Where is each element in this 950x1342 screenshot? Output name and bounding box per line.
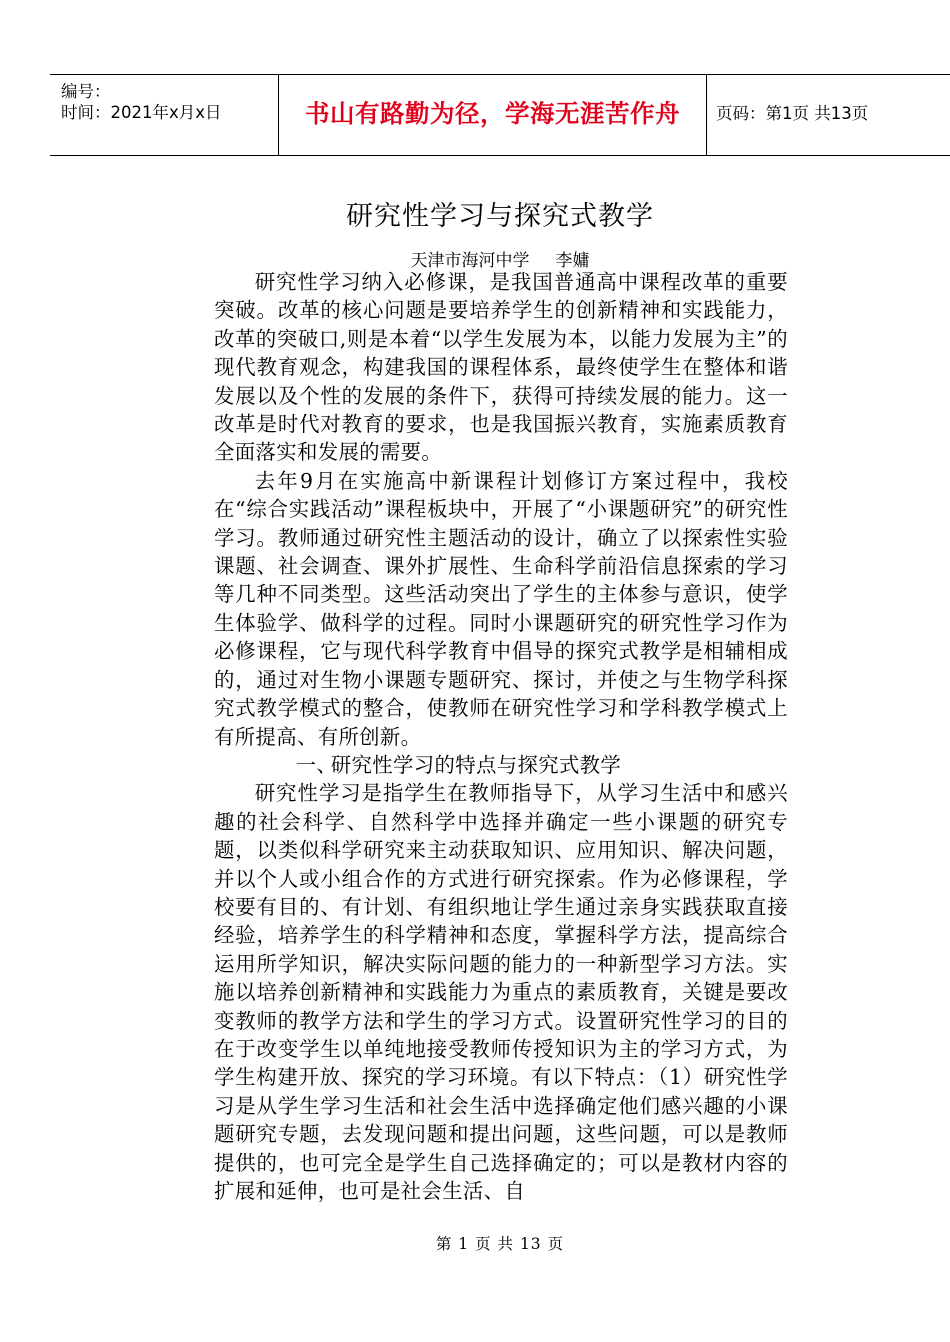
body-text bbox=[214, 268, 788, 1205]
paragraph: 去年9月在实施高中新课程计划修订方案过程中，我校在“综合实践活动”课程板块中，开展了“小课题研究”的研究性学习。教师通过研究性主题活动的设计，确立了以探索性实验课题、社会调查、课外扩展性、生命科学前沿信息探索的学习等几种不同类型。这些活动突出了学生的主体参与意识，使学生体验学、做科学的过程。同时小课题研究的研究性学习作为必修课程，它与现代科学教育中倡导的探究式教学是相辅相成的，通过对生物小课题专题研究、探讨，并使之与生物学科探究式教学模式的整合，使教师在研究性学习和学科教学模式上有所提高、有所创新。 bbox=[214, 468, 788, 749]
page-info: 页码：第1页 共13页 bbox=[716, 104, 869, 123]
author-school: 天津市海河中学 bbox=[410, 251, 530, 271]
document-title: 研究性学习与探究式教学 bbox=[346, 201, 654, 232]
motto: 书山有路勤为径，学海无涯苦作舟 bbox=[279, 75, 707, 155]
paragraph: 研究性学习是指学生在教师指导下，从学习生活中和感兴趣的社会科学、自然科学中选择并确定一些小课题的研究专题，以类似科学研究来主动获取知识、应用知识、解决问题，并以个人或小组合作的方式进行研究探索。作为必修课程，学校要有目的、有计划、有组织地让学生通过亲身实践获取直接经验，培养学生的科学精神和态度，掌握科学方法，提高综合运用所学知识，解决实际问题的能力的一种新型学习方法。实施以培养创新精神和实践能力为重点的素质教育，关键是要改变教师的教学方法和学生的学习方式。设置研究性学习的目的在于改变学生以单纯地接受教师传授知识为主的学习方式，为学生构建开放、探究的学习环境。有以下特点：（1）研究性学习是从学生学习生活和社会生活中选择确定他们感兴趣的小课题研究专题，去发现问题和提出问题，这些问题，可以是教师提供的，也可完全是学生自己选择确定的；可以是教材内容的扩展和延伸，也可是社会生活、自 bbox=[214, 781, 788, 1203]
paragraph: 研究性学习纳入必修课，是我国普通高中课程改革的重要突破。改革的核心问题是要培养学生的创新精神和实践能力，改革的突破口,则是本着“以学生发展为本，以能力发展为主”的现代教育观念，构建我国的课程体系，最终使学生在整体和谐发展以及个性的发展的条件下，获得可持续发展的能力。这一改革是时代对教育的要求，也是我国振兴教育，实施素质教育全面落实和发展的需要。 bbox=[214, 270, 788, 465]
author-name: 李嫞 bbox=[555, 251, 590, 271]
section-number: 一、 bbox=[295, 752, 338, 777]
time-label: 时间：2021年x月x日 bbox=[61, 103, 222, 122]
page-footer: 第 1 页 共 13 页 bbox=[435, 1235, 565, 1253]
section-title: 研究性学习的特点与探究式教学 bbox=[330, 752, 622, 777]
header-meta-cell bbox=[50, 75, 279, 155]
header-table bbox=[50, 74, 950, 156]
section-heading bbox=[214, 751, 788, 779]
number-label: 编号： bbox=[61, 82, 111, 101]
